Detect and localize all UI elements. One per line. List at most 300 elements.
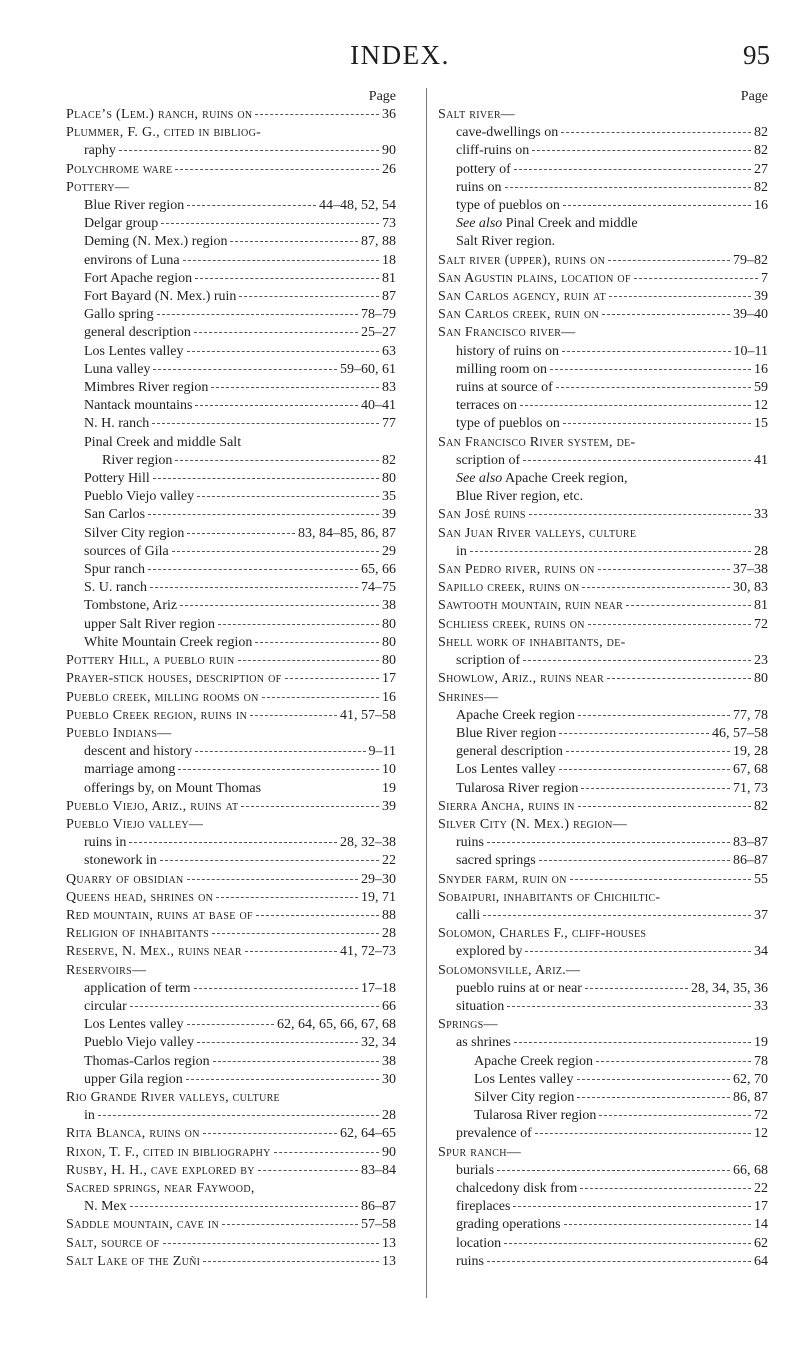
entry-text: Silver City region [84, 525, 185, 541]
entry-text: Sobaipuri, inhabitants of Chichiltic- [438, 889, 661, 905]
entry-page: 14 [754, 1217, 768, 1233]
entry-text: Reservoirs— [66, 962, 147, 978]
dot-leader [577, 1097, 730, 1098]
entry-text: in [84, 1108, 95, 1124]
entry-page: 80 [382, 634, 396, 650]
entry-page: 9–11 [368, 744, 396, 760]
entry-text: circular [84, 998, 127, 1014]
dot-leader [230, 241, 358, 242]
entry-page: 39 [754, 289, 768, 305]
index-entry [66, 179, 396, 197]
entry-text: Fort Bayard (N. Mex.) ruin [84, 289, 237, 305]
dot-leader [129, 842, 337, 843]
entry-page: 17 [754, 1199, 768, 1215]
entry-text: Pueblo Indians— [66, 725, 172, 741]
index-entry [438, 871, 768, 889]
entry-text: Pinal Creek and middle Salt [84, 434, 242, 450]
dot-leader [470, 551, 751, 552]
entry-page: 39 [382, 507, 396, 523]
entry-text: San Agustin plains, location of [438, 270, 631, 286]
dot-leader [216, 897, 358, 898]
dot-leader [626, 605, 751, 606]
entry-page: 62, 70 [733, 1071, 768, 1087]
entry-text: Blue River region [84, 198, 185, 214]
entry-page: 38 [382, 1053, 396, 1069]
entry-text: type of pueblos on [456, 198, 560, 214]
entry-page: 16 [754, 198, 768, 214]
entry-page: 28 [382, 1108, 396, 1124]
index-entry [66, 1198, 396, 1216]
dot-leader [487, 1261, 751, 1262]
entry-page: 77, 78 [733, 707, 768, 723]
entry-text: stonework in [84, 853, 157, 869]
dot-leader [570, 879, 751, 880]
entry-page: 22 [754, 1180, 768, 1196]
dot-leader [588, 624, 751, 625]
entry-text: Gallo spring [84, 307, 154, 323]
dot-leader [550, 369, 751, 370]
entry-text: Pueblo Viejo valley [84, 489, 195, 505]
entry-text: Salt River region. [456, 234, 556, 250]
index-entry [66, 1125, 396, 1143]
dot-leader [535, 1133, 751, 1134]
index-entry [438, 452, 768, 470]
index-entry [438, 306, 768, 324]
entry-page: 83 [382, 380, 396, 396]
dot-leader [556, 387, 751, 388]
dot-leader [525, 951, 751, 952]
entry-text: Place’s (Lem.) ranch, ruins on [66, 107, 253, 122]
dot-leader [562, 351, 730, 352]
index-entry [66, 1144, 396, 1162]
index-entry [66, 980, 396, 998]
dot-leader [212, 933, 379, 934]
index-entry [66, 124, 396, 142]
dot-leader [148, 514, 379, 515]
column-heading: Page [740, 89, 768, 104]
index-entry [438, 215, 768, 233]
entry-page: 16 [754, 361, 768, 377]
entry-page: 74–75 [361, 580, 396, 596]
entry-text: River region [102, 452, 173, 468]
entry-text: ruins [456, 835, 484, 851]
right-entries [438, 106, 768, 1271]
entry-page: 22 [382, 853, 396, 869]
entry-page: 44–48, 52, 54 [319, 198, 396, 214]
entry-text: San José ruins [438, 507, 526, 523]
index-entry [66, 1216, 396, 1234]
column-heading: Page [368, 89, 396, 104]
dot-leader [194, 988, 358, 989]
entry-text: Sacred springs, near Faywood, [66, 1180, 255, 1196]
entry-page: 82 [754, 125, 768, 141]
dot-leader [203, 1261, 379, 1262]
entry-text: Plummer, F. G., cited in bibliog- [66, 125, 262, 141]
dot-leader [241, 806, 379, 807]
entry-text: descent and history [84, 744, 193, 760]
entry-text: Red mountain, ruins at base of [66, 907, 253, 923]
entry-page: 63 [382, 343, 396, 359]
dot-leader [161, 223, 379, 224]
dot-leader [255, 642, 379, 643]
entry-text: application of term [84, 980, 191, 996]
dot-leader [157, 314, 358, 315]
entry-text: Shell work of inhabitants, de- [438, 634, 626, 650]
index-entry [438, 288, 768, 306]
index-entry [66, 252, 396, 270]
index-entry [66, 397, 396, 415]
entry-page: 19, 28 [733, 744, 768, 760]
entry-page: 19, 71 [361, 889, 396, 905]
index-entry [438, 161, 768, 179]
dot-leader [523, 460, 751, 461]
index-entry [66, 270, 396, 288]
entry-text: Salt river (upper), ruins on [438, 252, 606, 268]
entry-text: milling room on [456, 361, 547, 377]
dot-leader [582, 587, 730, 588]
entry-text: Los Lentes valley [474, 1071, 574, 1087]
dot-leader [187, 351, 379, 352]
entry-text: terraces on [456, 398, 518, 414]
dot-leader [561, 132, 751, 133]
entry-text: San Pedro river, ruins on [438, 562, 595, 578]
entry-text: N. H. ranch [84, 416, 150, 432]
entry-text: Schliess creek, ruins on [438, 616, 585, 632]
index-entry [438, 252, 768, 270]
entry-page: 19 [754, 1035, 768, 1051]
index-entry [66, 1235, 396, 1253]
dot-leader [607, 678, 751, 679]
entry-text: upper Salt River region [84, 616, 216, 632]
index-entry [66, 616, 396, 634]
entry-page: 28 [754, 543, 768, 559]
dot-leader [187, 533, 295, 534]
index-entry [438, 670, 768, 688]
entry-page: 86, 87 [733, 1089, 768, 1105]
entry-page: 33 [754, 507, 768, 523]
entry-text: Rita Blanca, ruins on [66, 1126, 200, 1142]
entry-page: 39 [382, 798, 396, 814]
entry-page: 39–40 [733, 307, 768, 323]
dot-leader [602, 314, 730, 315]
entry-text: Tularosa River region [456, 780, 579, 796]
entry-page: 32, 34 [361, 1035, 396, 1051]
index-entry [438, 142, 768, 160]
column-divider [426, 88, 427, 1298]
dot-leader [150, 587, 358, 588]
index-entry [66, 597, 396, 615]
entry-page: 29–30 [361, 871, 396, 887]
index-entry [66, 889, 396, 907]
entry-page: 81 [382, 270, 396, 286]
entry-text: Shrines— [438, 689, 499, 705]
index-entry [66, 652, 396, 670]
entry-page: 17 [382, 671, 396, 687]
entry-page: 28 [382, 926, 396, 942]
entry-text: Queens head, shrines on [66, 889, 214, 905]
index-entry [438, 780, 768, 798]
entry-page: 80 [754, 671, 768, 687]
entry-text: Los Lentes valley [456, 762, 556, 778]
entry-text: Apache Creek region [474, 1053, 593, 1069]
entry-text: Silver City region [474, 1089, 575, 1105]
entry-text: Nantack mountains [84, 398, 193, 414]
index-entry [66, 925, 396, 943]
entry-text: N. Mex [84, 1199, 127, 1215]
index-entry [66, 634, 396, 652]
entry-text: Rixon, T. F., cited in bibliography [66, 1144, 271, 1160]
dot-leader [505, 187, 752, 188]
entry-page: 59–60, 61 [340, 361, 396, 377]
entry-text: Pueblo Viejo valley— [66, 816, 204, 832]
entry-text: S. U. ranch [84, 580, 147, 596]
dot-leader [258, 1170, 358, 1171]
entry-text: fireplaces [456, 1199, 511, 1215]
entry-page: 55 [754, 871, 768, 887]
entry-text: San Carlos [84, 507, 146, 523]
dot-leader [218, 624, 379, 625]
entry-page: 15 [754, 416, 768, 432]
entry-page: 87, 88 [361, 234, 396, 250]
dot-leader [163, 1243, 379, 1244]
entry-text: Salt river— [438, 107, 516, 122]
index-entry [438, 415, 768, 433]
right-index-column [438, 88, 768, 1271]
index-entry [66, 1107, 396, 1125]
index-entry [438, 834, 768, 852]
index-entry [438, 1125, 768, 1143]
entry-page: 37–38 [733, 562, 768, 578]
entry-page: 66 [382, 998, 396, 1014]
dot-leader [513, 1206, 751, 1207]
index-entry [438, 1089, 768, 1107]
entry-text: Solomon, Charles F., cliff-houses [438, 926, 647, 942]
index-entry [438, 634, 768, 652]
dot-leader [514, 1042, 751, 1043]
entry-text: Blue River region [456, 725, 557, 741]
entry-page: 37 [754, 907, 768, 923]
entry-text: Deming (N. Mex.) region [84, 234, 228, 250]
entry-text: type of pueblos on [456, 416, 560, 432]
entry-text: scription of [456, 653, 521, 669]
index-entry [66, 306, 396, 324]
entry-page: 77 [382, 416, 396, 432]
entry-text: ruins in [84, 835, 127, 851]
dot-leader [148, 569, 358, 570]
entry-text: cave-dwellings on [456, 125, 559, 141]
index-entry [438, 488, 768, 506]
index-entry [66, 233, 396, 251]
index-entry [66, 871, 396, 889]
entry-text: raphy [84, 143, 116, 159]
entry-page: 82 [754, 798, 768, 814]
entry-page: 19 [382, 780, 396, 796]
index-entry [438, 197, 768, 215]
entry-page: 73 [382, 216, 396, 232]
index-entry [66, 415, 396, 433]
entry-page: 78 [754, 1053, 768, 1069]
index-entry [438, 379, 768, 397]
entry-text: Pueblo creek, milling rooms on [66, 689, 259, 705]
entry-page: 72 [754, 616, 768, 632]
entry-page: 79–82 [733, 252, 768, 268]
dot-leader [175, 169, 379, 170]
index-entry [438, 943, 768, 961]
index-entry [66, 288, 396, 306]
index-entry [438, 962, 768, 980]
index-entry [438, 1016, 768, 1034]
entry-page: 34 [754, 944, 768, 960]
entry-page: 13 [382, 1235, 396, 1251]
index-entry [66, 670, 396, 688]
entry-text: San Francisco river— [438, 325, 576, 341]
entry-text: Silver City (N. Mex.) region— [438, 816, 627, 832]
entry-text: Quarry of obsidian [66, 871, 184, 887]
dot-leader [187, 1024, 274, 1025]
entry-text: Pueblo Viejo valley [84, 1035, 195, 1051]
entry-text: pueblo ruins at or near [456, 980, 582, 996]
entry-text: ruins at source of [456, 380, 553, 396]
index-entry [438, 1053, 768, 1071]
index-entry [66, 798, 396, 816]
index-entry [438, 1107, 768, 1125]
dot-leader [585, 988, 688, 989]
index-entry [438, 980, 768, 998]
entry-page: 62, 64, 65, 66, 67, 68 [277, 1017, 396, 1033]
entry-text: general description [456, 744, 563, 760]
entry-page: 30 [382, 1071, 396, 1087]
index-entry [66, 1089, 396, 1107]
dot-leader [559, 769, 730, 770]
dot-leader [98, 1115, 379, 1116]
entry-page: 71, 73 [733, 780, 768, 796]
entry-page: 36 [382, 107, 396, 122]
dot-leader [599, 1115, 751, 1116]
entry-page: 86–87 [733, 853, 768, 869]
dot-leader [152, 423, 379, 424]
entry-page: 12 [754, 1126, 768, 1142]
entry-page: 88 [382, 907, 396, 923]
left-index-column [66, 88, 396, 1271]
entry-text: San Carlos agency, ruin at [438, 289, 606, 305]
index-entry [438, 652, 768, 670]
entry-page: 81 [754, 598, 768, 614]
entry-page: 26 [382, 161, 396, 177]
index-entry [66, 142, 396, 160]
dot-leader [596, 1061, 751, 1062]
dot-leader [609, 296, 751, 297]
entry-text: Pueblo Creek region, ruins in [66, 707, 248, 723]
entry-text: Showlow, Ariz., ruins near [438, 671, 604, 687]
entry-text: Pottery— [66, 179, 130, 195]
entry-text: Apache Creek region [456, 707, 575, 723]
dot-leader [183, 260, 379, 261]
index-entry [438, 743, 768, 761]
index-entry [66, 361, 396, 379]
entry-text: Mimbres River region [84, 380, 209, 396]
entry-text: San Carlos creek, ruin on [438, 307, 600, 323]
entry-text: history of ruins on [456, 343, 560, 359]
dot-leader [563, 423, 751, 424]
index-entry [438, 124, 768, 142]
dot-leader [195, 278, 379, 279]
index-entry [66, 907, 396, 925]
entry-text: grading operations [456, 1217, 561, 1233]
entry-page: 27 [754, 161, 768, 177]
entry-page: 90 [382, 1144, 396, 1160]
entry-text: San Juan River valleys, culture [438, 525, 637, 541]
dot-leader [195, 751, 365, 752]
dot-leader [250, 715, 337, 716]
index-entry [438, 1198, 768, 1216]
entry-text: Fort Apache region [84, 270, 193, 286]
entry-page: 82 [382, 452, 396, 468]
entry-text: Prayer-stick houses, description of [66, 671, 282, 687]
entry-page: 83–84 [361, 1162, 396, 1178]
dot-leader [577, 1079, 730, 1080]
dot-leader [578, 715, 730, 716]
entry-page: 13 [382, 1253, 396, 1269]
entry-text: scription of [456, 452, 521, 468]
entry-text: sacred springs [456, 853, 536, 869]
dot-leader [563, 205, 751, 206]
entry-page: 10–11 [733, 343, 768, 359]
dot-leader [119, 150, 379, 151]
entry-page: 16 [382, 689, 396, 705]
dot-leader [245, 951, 337, 952]
index-entry [438, 761, 768, 779]
entry-text: marriage among [84, 762, 176, 778]
entry-text: Luna valley [84, 361, 151, 377]
entry-text: prevalence of [456, 1126, 532, 1142]
dot-leader [197, 1042, 358, 1043]
dot-leader [187, 879, 358, 880]
index-entry [438, 543, 768, 561]
entry-page: 90 [382, 143, 396, 159]
index-entry [66, 488, 396, 506]
index-entry [438, 434, 768, 452]
index-entry [66, 816, 396, 834]
index-entry [66, 1253, 396, 1271]
dot-leader [539, 860, 730, 861]
index-entry [438, 1235, 768, 1253]
index-entry [66, 1071, 396, 1089]
dot-leader [195, 405, 358, 406]
entry-text: Tularosa River region [474, 1108, 597, 1124]
index-entry [438, 1034, 768, 1052]
index-entry [66, 579, 396, 597]
index-entry [438, 1253, 768, 1271]
entry-text: Pottery Hill [84, 471, 150, 487]
index-entry [66, 197, 396, 215]
index-entry [438, 616, 768, 634]
index-entry [66, 470, 396, 488]
entry-page: 57–58 [361, 1217, 396, 1233]
index-entry [438, 233, 768, 251]
entry-page: 62 [754, 1235, 768, 1251]
dot-leader [523, 660, 751, 661]
dot-leader [197, 496, 379, 497]
dot-leader [187, 205, 316, 206]
index-entry [66, 962, 396, 980]
entry-text: Sawtooth mountain, ruin near [438, 598, 624, 614]
entry-page: 23 [754, 653, 768, 669]
entry-page: 65, 66 [361, 562, 396, 578]
dot-leader [222, 1224, 358, 1225]
index-entry [438, 925, 768, 943]
dot-leader [566, 751, 730, 752]
dot-leader [497, 1170, 730, 1171]
